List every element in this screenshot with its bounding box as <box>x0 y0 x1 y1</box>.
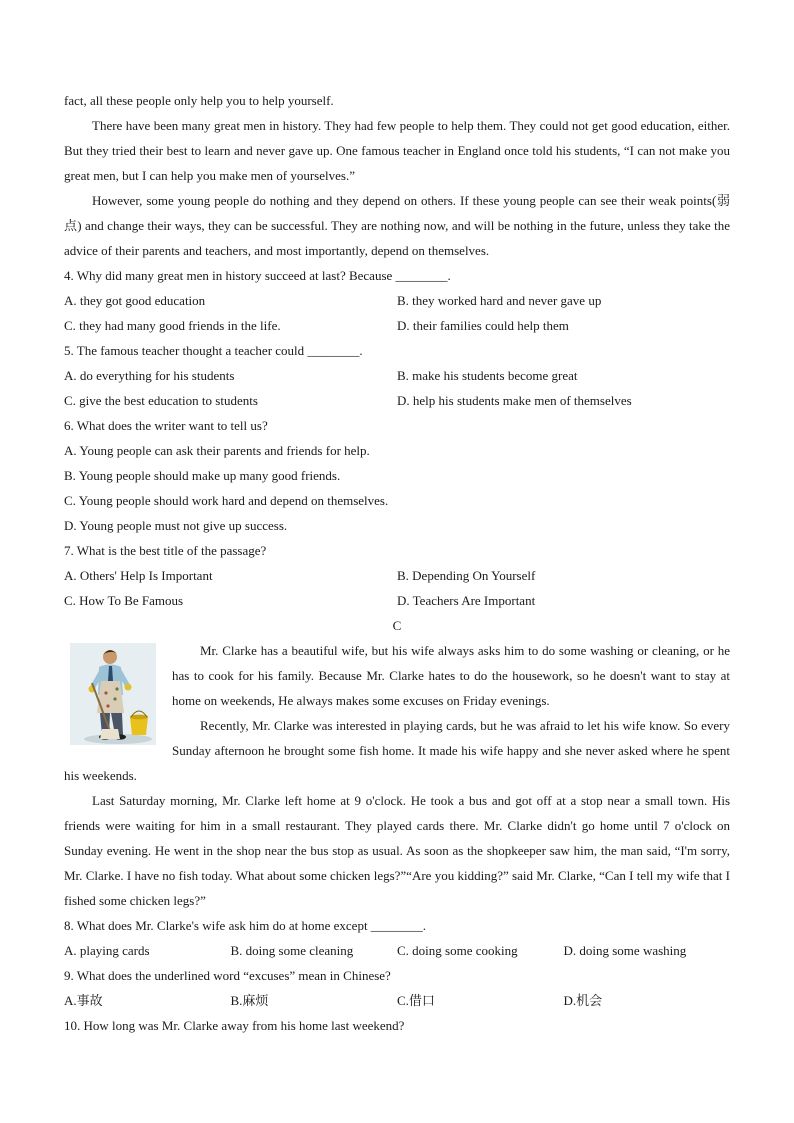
question-7-stem: 7. What is the best title of the passage? <box>64 543 267 558</box>
question-5-stem: 5. The famous teacher thought a teacher could ________. <box>64 343 363 358</box>
exam-page <box>64 88 730 1038</box>
question-9-stem: 9. What does the underlined word “excuses” mean in Chinese? <box>64 968 391 983</box>
question-5-options-row1 <box>64 363 730 388</box>
option-d: D. doing some washing <box>563 943 687 958</box>
option-c: C. doing some cooking <box>397 943 518 958</box>
option-b: B. doing some cleaning <box>230 943 354 958</box>
paragraph-however: However, some young people do nothing and they depend on others. If these young people can see their weak points(弱点) and change their ways, they can be successful. They are nothing now, and will be nothing in the future, unless they take the advice of their parents and teachers, and most importantly, depend on themselves. <box>64 193 730 258</box>
question-4-stem: 4. Why did many great men in history succeed at last? Because ________. <box>64 268 451 283</box>
option-c: C. they had many good friends in the life. <box>64 318 281 333</box>
man-mopping-photo <box>70 643 156 745</box>
option-a: A.事故 <box>64 993 103 1008</box>
option-b: B. Depending On Yourself <box>397 568 536 583</box>
option-d: D. Young people must not give up success. <box>64 518 288 533</box>
option-d: D.机会 <box>563 993 603 1008</box>
paragraph-c-1: Mr. Clarke has a beautiful wife, but his wife always asks him to do some washing or cleaning, or he has to cook for his family. Because Mr. Clarke hates to do the housework, so he doesn't want to stay at home on weekends, He always makes some excuses on Friday evenings. <box>172 643 730 708</box>
option-d: D. their families could help them <box>397 318 569 333</box>
paragraph-great-men: There have been many great men in history. They had few people to help them. They could not get good education, either. But they tried their best to learn and never gave up. One famous teacher in England once told his students, “I can not make you great men, but I can help you make men of yourselves.” <box>64 118 730 183</box>
question-8-options <box>64 938 730 963</box>
option-b: B.麻烦 <box>230 993 269 1008</box>
question-5-options-row2 <box>64 388 730 413</box>
option-c: C. give the best education to students <box>64 393 258 408</box>
option-a: A. do everything for his students <box>64 368 235 383</box>
option-a: A. they got good education <box>64 293 206 308</box>
intro-line: fact, all these people only help you to help yourself. <box>64 93 334 108</box>
question-7-options-row1 <box>64 563 730 588</box>
question-8-stem: 8. What does Mr. Clarke's wife ask him do at home except ________. <box>64 918 427 933</box>
question-9-options <box>64 988 730 1013</box>
question-6-stem: 6. What does the writer want to tell us? <box>64 418 268 433</box>
option-a: A. playing cards <box>64 943 150 958</box>
option-d: D. help his students make men of themselves <box>397 393 632 408</box>
option-c: C. Young people should work hard and depend on themselves. <box>64 493 389 508</box>
option-b: B. Young people should make up many good friends. <box>64 468 341 483</box>
option-a: A. Others' Help Is Important <box>64 568 213 583</box>
section-c-heading: C <box>392 618 402 633</box>
question-4-options-row1 <box>64 288 730 313</box>
option-a: A. Young people can ask their parents and friends for help. <box>64 443 370 458</box>
question-7-options-row2 <box>64 588 730 613</box>
option-c: C. How To Be Famous <box>64 593 184 608</box>
paragraph-c-2: Recently, Mr. Clarke was interested in playing cards, but he was afraid to let his wife know. So every Sunday afternoon he brought some fish home. It made his wife happy and she never asked where he spent his weekends. <box>64 718 730 783</box>
question-4-options-row2 <box>64 313 730 338</box>
paragraph-c-3: Last Saturday morning, Mr. Clarke left home at 9 o'clock. He took a bus and got off at a stop near a small town. His friends were waiting for him in a small restaurant. They played cards there. Mr. Clarke didn't go home until 7 o'clock on Sunday evening. He went in the shop near the bus stop as usual. As soon as the shopkeeper saw him, the man said, “I'm sorry, Mr. Clarke. I have no fish today. What about some chicken legs?”“Are you kidding?” said Mr. Clarke, “Can I tell my wife that I fished some chicken legs?” <box>64 793 730 908</box>
option-b: B. they worked hard and never gave up <box>397 293 602 308</box>
option-d: D. Teachers Are Important <box>397 593 536 608</box>
option-b: B. make his students become great <box>397 368 578 383</box>
question-10-stem: 10. How long was Mr. Clarke away from his home last weekend? <box>64 1018 405 1033</box>
option-c: C.借口 <box>397 993 435 1008</box>
